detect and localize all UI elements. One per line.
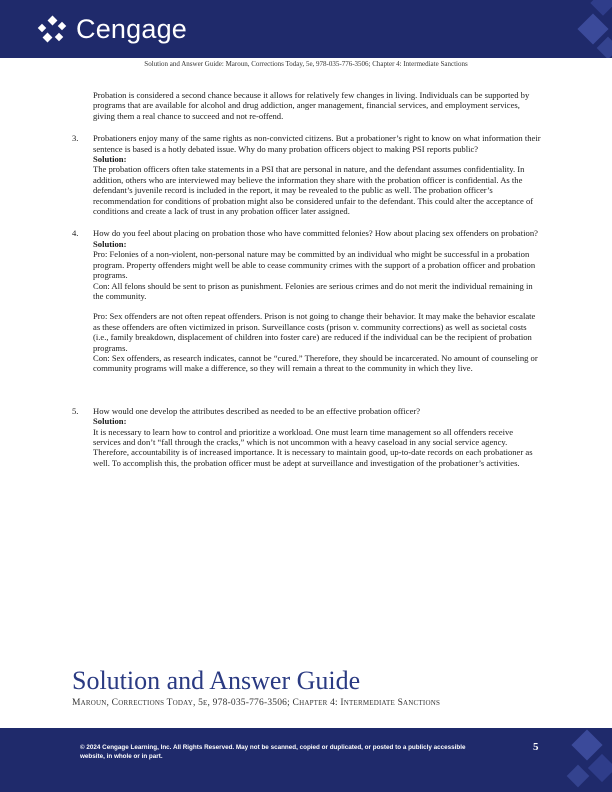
solution-paragraph: It is necessary to learn how to control and prioritize a workload. One must learn time management so all offenders receive services and don’t “fall through the cracks,” which is not uncommon with a heavy caseload in any social service agency. Therefore, accountability is of increased importance. It is necessary to maintain good, up-to-date records on each probationer as well. To accomplish this, the probation officer must be adept at surveillance and investigation of the probationer’s activities. <box>93 426 533 468</box>
question-number: 4. <box>72 228 79 239</box>
spacer <box>72 301 542 311</box>
question-number: 5. <box>72 405 79 416</box>
solution-label: Solution: <box>93 238 127 249</box>
footer-subtitle <box>72 698 440 708</box>
header-banner <box>0 0 612 58</box>
footer-decoration <box>542 728 612 792</box>
spacer <box>72 374 542 394</box>
question-text: How would one develop the attributes described as needed to be an effective probation officer? <box>93 405 421 416</box>
question-5 <box>72 406 542 416</box>
solution-label: Solution: <box>93 416 127 427</box>
question-number: 3. <box>72 133 79 144</box>
brand-name: Cengage <box>76 14 187 44</box>
solution-paragraph: Con: All felons should be sent to prison as punishment. Felonies are serious crimes and do not merit the individual remaining in the community. <box>93 280 533 301</box>
question-4 <box>72 228 542 238</box>
solution-paragraph: Pro: Felonies of a non-violent, non-personal nature may be committed by an individual who might be successful in a probation program. Property offenders might well be able to cease community crimes with the support of a probation officer and probation programs. <box>93 249 536 281</box>
question-text: Probationers enjoy many of the same rights as non-convicted citizens. But a probationer’s right to know on what information their sentence is based is a hotly debated issue. Why do many probation officers object to making PSI reports public? <box>93 133 541 154</box>
solution-label: Solution: <box>93 154 127 165</box>
document-body <box>72 90 542 468</box>
solution-paragraph: Con: Sex offenders, as research indicates, cannot be “cured.” Therefore, they should be incarcerated. No amount of counseling or community programs will make a difference, so they will remain a threat to the community in which they live. <box>93 352 538 374</box>
page-number: 5 <box>533 741 539 753</box>
footer-banner <box>0 728 612 792</box>
solution-paragraph: The probation officers often take statements in a PSI that are personal in nature, and the defendant assumes confidentiality. In addition, others who are interviewed may believe the information they share with the probation officer is confidential. As the defendant’s juvenile record is included in the report, it may be revealed to the public as well. The probation officer’s recommendation for conditions of probation might also be considered unfair to the defendant. This could alter the acceptance of conditions and create a lack of trust in any probation officer later assigned. <box>93 164 534 217</box>
solution-paragraph: Pro: Sex offenders are not often repeat offenders. Prison is not going to change their behavior. It may make the behavior escalate as these offenders are often victimized in prison. Surveillance costs (prison v. community corrections) as well as societal costs (i.e., family breakdown, displacement of children into foster care) are reduced if the individual can be the recipient of probation programs. <box>93 311 536 353</box>
footer-title: Solution and Answer Guide <box>72 666 361 695</box>
header-decoration <box>552 0 612 58</box>
running-header: Solution and Answer Guide: Maroun, Corrections Today, 5e, 978-035-776-3506; Chapter 4: Intermediate Sanctions <box>144 60 468 68</box>
cengage-logo <box>36 14 187 45</box>
question-3 <box>72 133 542 154</box>
question-text: How do you feel about placing on probation those who have committed felonies? How about placing sex offenders on probation? <box>93 228 538 239</box>
copyright-notice: © 2024 Cengage Learning, Inc. All Rights Reserved. May not be scanned, copied or duplicated, or posted to a publicly accessible website, in whole or in part. <box>80 744 466 760</box>
footer-subtitle-text: Maroun, Corrections Today, 5e, 978-035-776-3506; Chapter 4: Intermediate Sanctions <box>72 698 441 708</box>
cengage-logo-icon <box>36 15 70 45</box>
intro-paragraph: Probation is considered a second chance because it allows for relatively few changes in living. Individuals can be supported by programs that are available for alcohol and drug addiction, anger management, financial services, and employment services, giving them a real chance to succeed and not re-offend. <box>93 90 530 121</box>
